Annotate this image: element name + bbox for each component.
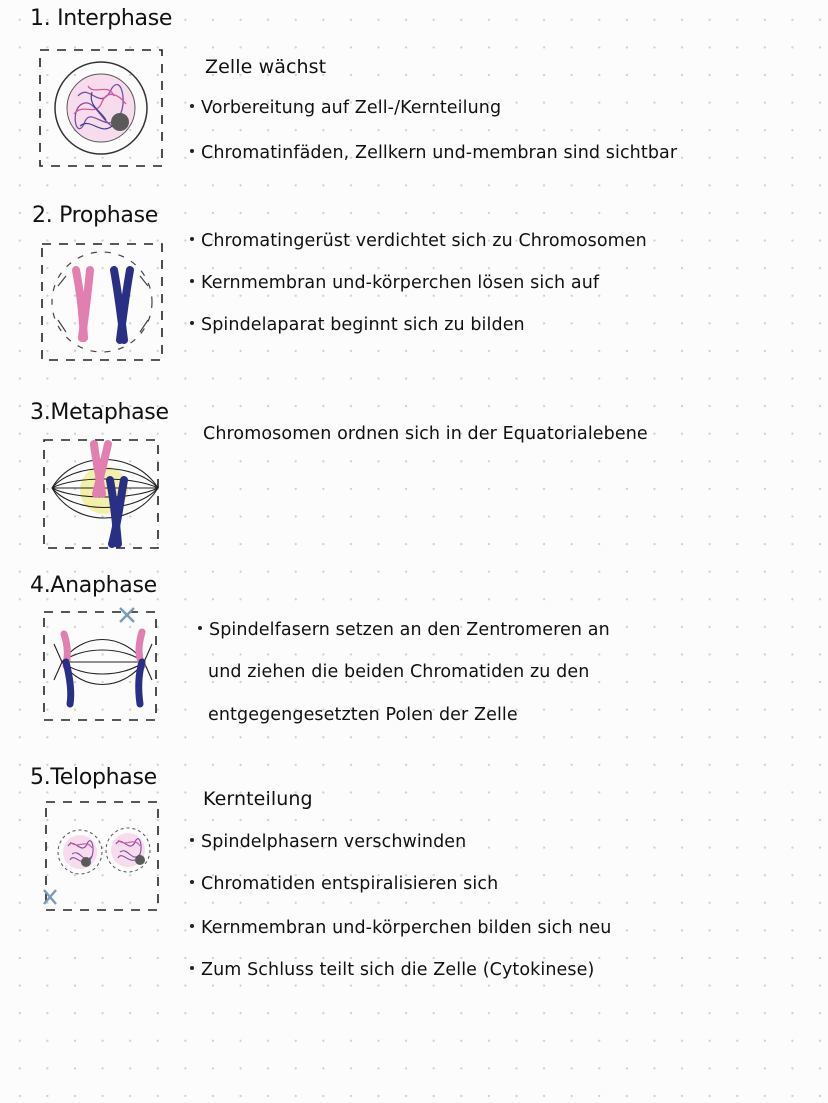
telophase-bullet-1: Spindelphasern verschwinden [190,832,466,852]
dissolving-nuclear-membrane [52,252,152,352]
telophase-bullet-4: Zum Schluss teilt sich die Zelle (Cytokinese) [190,960,594,980]
daughter-nucleus-right [106,828,150,872]
prophase-bullet-1: Chromatingerüst verdichtet sich zu Chromosomen [190,231,647,251]
anaphase-line-1: Spindelfasern setzen an den Zentromeren an [198,620,610,640]
prophase-bullet-2: Kernmembran und-körperchen lösen sich auf [190,273,599,293]
nucleolus [111,113,129,131]
nucleolus [135,855,145,865]
pink-chromosome [76,270,90,338]
right-chromatids [139,632,142,704]
interphase-bullet-2: Chromatinfäden, Zellkern und-membran sind sichtbar [190,143,677,163]
prophase-bullet-3: Spindelaparat beginnt sich zu bilden [190,315,525,335]
left-chromatids [64,634,71,704]
interphase-heading: Zelle wächst [205,56,327,78]
telophase-bullet-2: Chromatiden entspiralisieren sich [190,874,498,894]
daughter-nucleus-left [58,830,102,874]
navy-chromosome [114,270,130,340]
anaphase-line-2: und ziehen die beiden Chromatiden zu den [208,662,590,682]
cell-outline-dashed [42,244,162,360]
nucleolus [81,857,91,867]
phase-title-interphase: 1. Interphase [30,6,173,31]
metaphase-line-1: Chromosomen ordnen sich in der Equatorialebene [203,424,648,444]
anaphase-line-3: entgegengesetzten Polen der Zelle [208,705,518,725]
phase-title-anaphase: 4.Anaphase [30,573,157,598]
telophase-heading: Kernteilung [203,788,313,810]
telophase-cell-drawing [30,796,170,920]
centriole-cross-icon [120,608,134,622]
metaphase-cell-drawing [34,432,174,556]
interphase-bullet-1: Vorbereitung auf Zell-/Kernteilung [190,98,501,118]
phase-title-metaphase: 3.Metaphase [30,400,169,425]
prophase-cell-drawing [32,236,172,368]
anaphase-cell-drawing [32,604,172,728]
phase-title-prophase: 2. Prophase [32,203,158,228]
phase-title-telophase: 5.Telophase [30,765,157,790]
telophase-bullet-3: Kernmembran und-körperchen bilden sich neu [190,918,612,938]
interphase-cell-drawing [30,44,170,172]
